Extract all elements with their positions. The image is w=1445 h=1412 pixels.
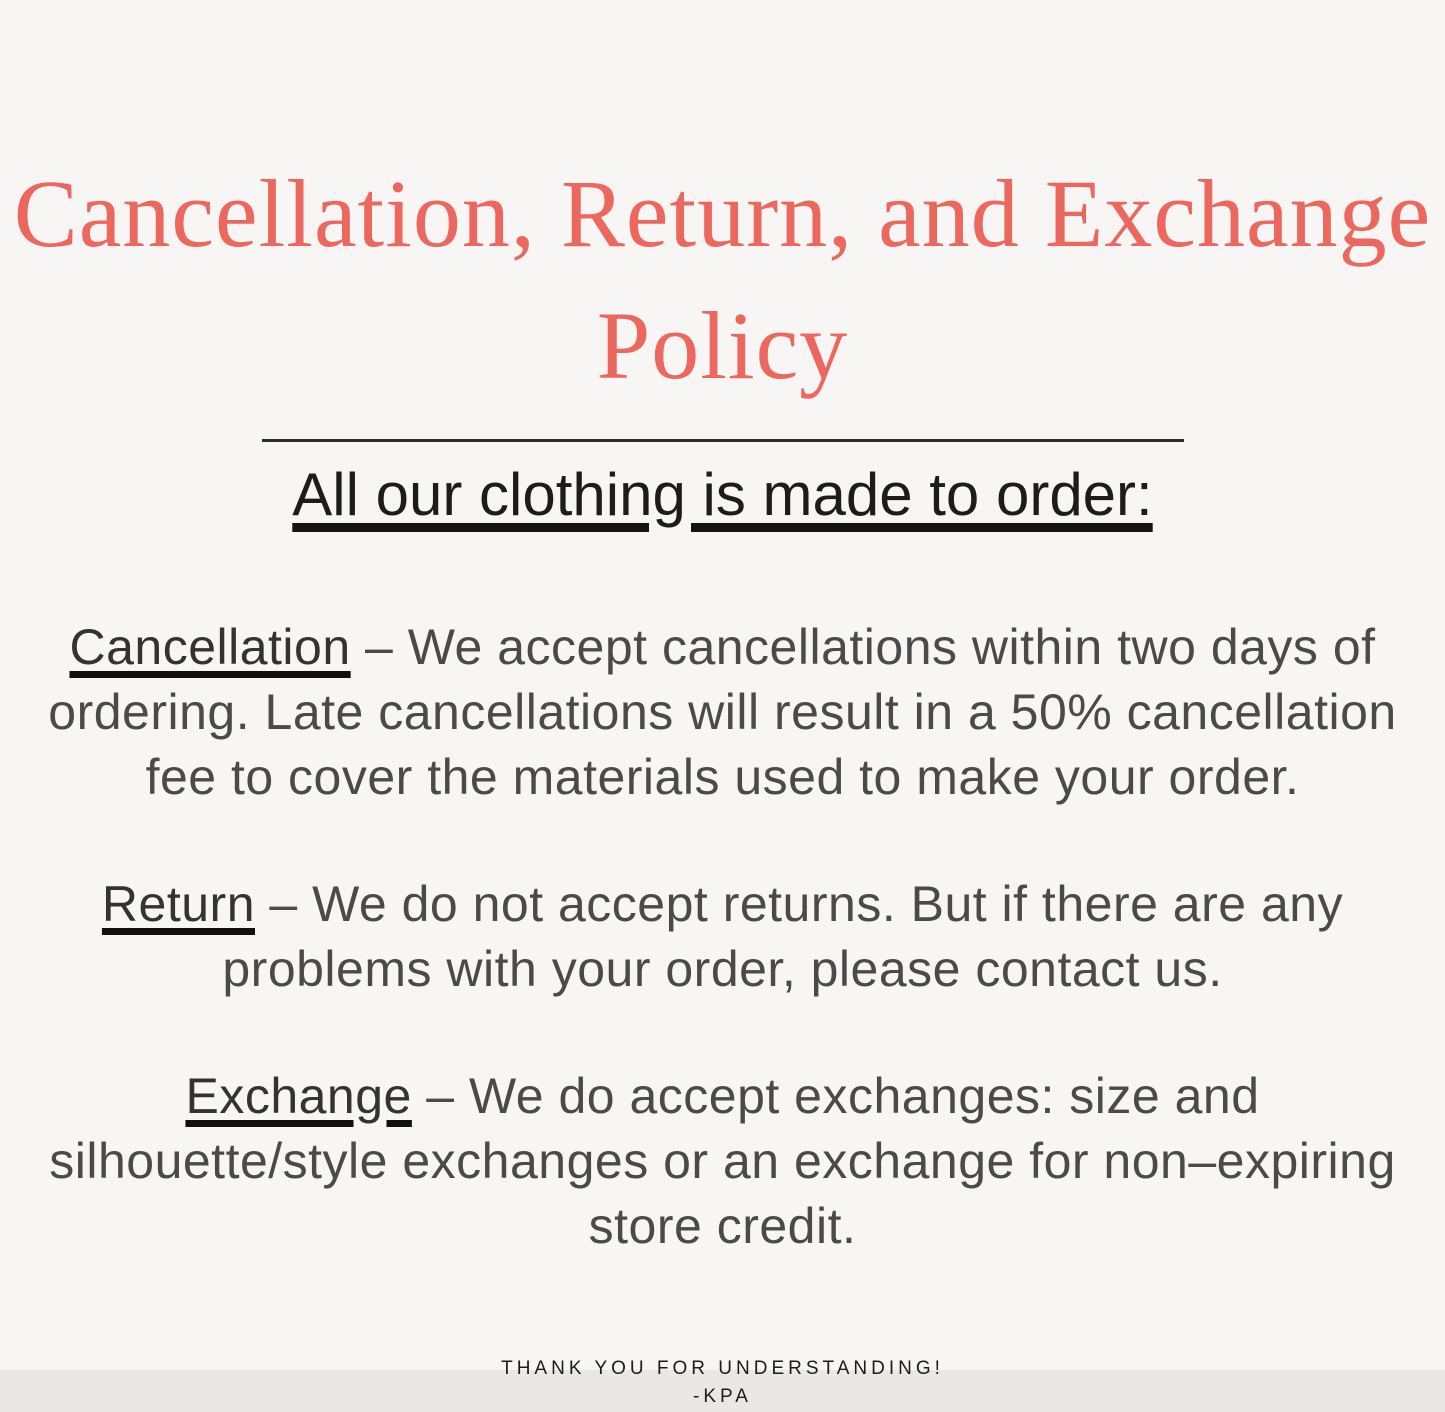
section-cancellation-body: – We accept cancellations within two days of ordering. Late cancellations will result in a 50% cancellation fee to cover the materials used to make your order. xyxy=(48,618,1397,805)
footer-note xyxy=(0,1355,1445,1412)
title-divider xyxy=(262,439,1184,442)
section-exchange xyxy=(48,1064,1398,1259)
footer-signature: -KPA xyxy=(693,1386,752,1408)
section-exchange-body: – We do accept exchanges: size and silhouette/style exchanges or an exchange for non–expiring store credit. xyxy=(49,1067,1396,1254)
section-cancellation-heading: Cancellation xyxy=(69,618,351,675)
subtitle: All our clothing is made to order: xyxy=(292,460,1153,528)
section-return-body: – We do not accept returns. But if there are any problems with your order, please contact us. xyxy=(222,875,1344,997)
page-title-line1: Cancellation, Return, and Exchange xyxy=(13,160,1432,267)
section-return-heading: Return xyxy=(101,875,255,932)
page-title-line2: Policy xyxy=(596,292,849,400)
page-title xyxy=(0,148,1445,413)
policy-sections xyxy=(0,615,1445,1259)
section-exchange-heading: Exchange xyxy=(185,1067,412,1124)
subtitle-wrap xyxy=(0,460,1445,529)
section-return xyxy=(48,872,1398,1002)
footer-thanks: THANK YOU FOR UNDERSTANDING! xyxy=(501,1357,944,1379)
section-cancellation xyxy=(48,615,1398,810)
